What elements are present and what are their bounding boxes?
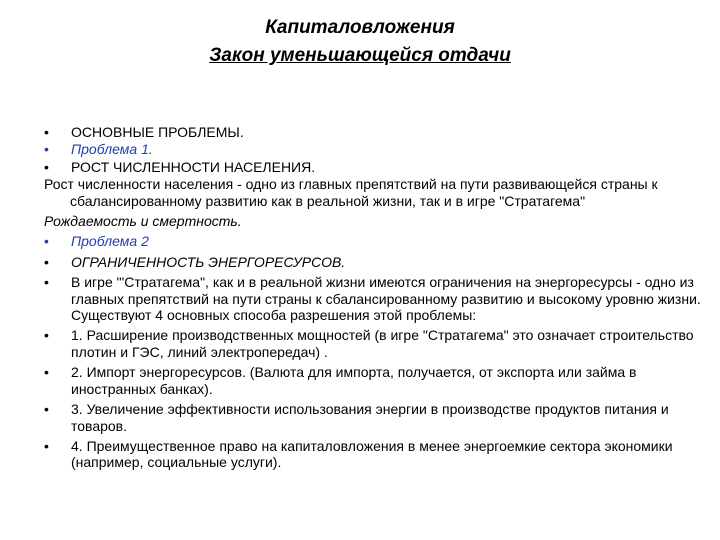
list-item: [44, 159, 704, 175]
list-item: [44, 327, 704, 360]
item-text: 4. Преимущественное право на капиталовложения в менее энергоемкие сектора экономики (например, социальные услуги).: [71, 437, 673, 471]
paragraph-italic: Рождаемость и смертность.: [44, 213, 242, 230]
slide-title: [0, 14, 720, 70]
item-text: 1. Расширение производственных мощностей (в игре "Стратагема" это означает строительство плотин и ГЭС, линий электропередач) .: [71, 327, 694, 360]
list-item: [44, 401, 704, 434]
item-text: ОГРАНИЧЕННОСТЬ ЭНЕРГОРЕСУРСОВ.: [71, 253, 346, 270]
bullet-icon: •: [44, 124, 49, 140]
list-item: [44, 124, 704, 140]
item-text: В игре "'Стратагема", как и в реальной жизни имеются ограничения на энергоресурсы - одно из главных препятствий на пути страны к сбалансированному развитию и высокому уровню жизни. Существуют 4 основных способа разрешения этой проблемы:: [71, 274, 701, 324]
item-text: Проблема 2: [71, 233, 149, 250]
item-text: 3. Увеличение эффективности использования энергии в производстве продуктов питания и товаров.: [71, 401, 669, 434]
bullet-icon: •: [44, 253, 49, 270]
item-text: Проблема 1.: [71, 141, 153, 158]
item-text: РОСТ ЧИСЛЕННОСТИ НАСЕЛЕНИЯ.: [71, 158, 316, 175]
list-item: [44, 141, 704, 157]
slide-body: [44, 124, 704, 471]
list-item: [44, 254, 704, 270]
paragraph: Рост численности населения - одно из главных препятствий на пути развивающейся страны к сбалансированному развитию как в реальной жизни, так и в игре "Стратагема": [44, 176, 658, 209]
bullet-icon: •: [44, 141, 49, 158]
list-item: [44, 233, 704, 249]
title-main: Капиталовложения: [265, 17, 455, 38]
item-text: 2. Импорт энергоресурсов. (Валюта для импорта, получается, от экспорта или займа в иностранных банках).: [71, 364, 637, 397]
bullet-icon: •: [44, 327, 49, 344]
bullet-icon: •: [44, 401, 49, 418]
bullet-icon: •: [44, 437, 49, 454]
list-item: [44, 438, 704, 471]
list-item: [44, 274, 704, 323]
bullet-icon: •: [44, 158, 49, 175]
bullet-icon: •: [44, 274, 49, 291]
title-subtitle: Закон уменьшающейся отдачи: [209, 45, 511, 66]
item-text: ОСНОВНЫЕ ПРОБЛЕМЫ.: [71, 124, 244, 140]
bullet-icon: •: [44, 233, 49, 250]
list-item: [44, 364, 704, 397]
bullet-icon: •: [44, 364, 49, 381]
